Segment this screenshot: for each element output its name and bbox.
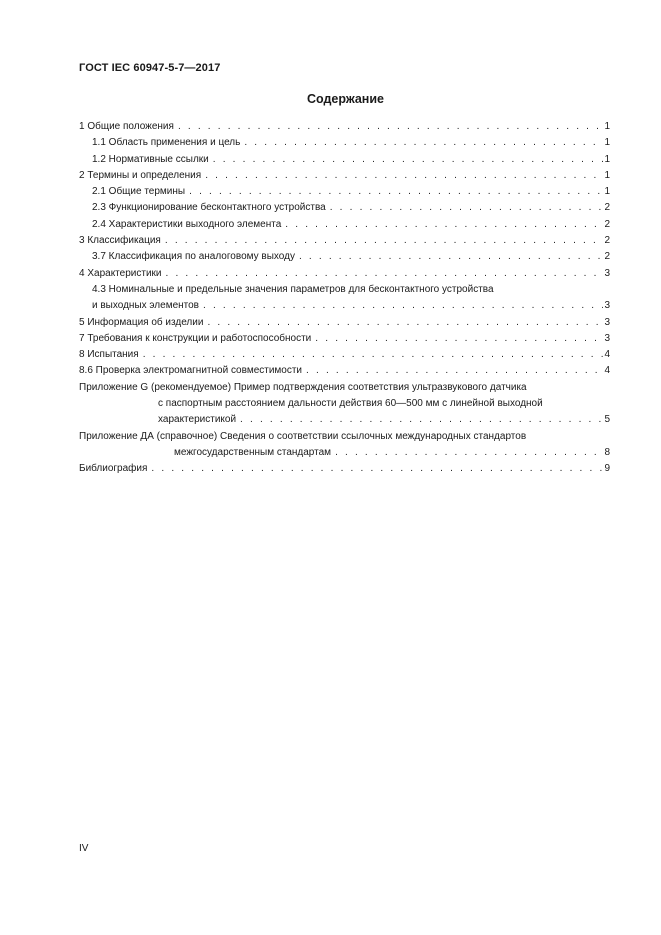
toc-entry[interactable]: [79, 266, 610, 282]
toc-leader-dots: [299, 249, 603, 265]
toc-entry[interactable]: [79, 168, 610, 184]
toc-entry-label: 8 Испытания: [79, 349, 139, 361]
toc-entry-label: 2.1 Общие термины: [92, 186, 186, 198]
toc-entry-label-line: характеристикой: [158, 414, 237, 426]
toc-page-number: 2: [604, 202, 610, 214]
toc-entry-label: 2.3 Функционирование бесконтактного устройства: [92, 202, 326, 214]
toc-entry[interactable]: [79, 200, 610, 216]
toc-entry-label: 2.4 Характеристики выходного элемента: [92, 218, 282, 230]
toc-entry-label-line: с паспортным расстоянием дальности действия 60—500 мм с линейной выходной: [158, 398, 543, 410]
toc-entry[interactable]: [79, 461, 610, 477]
toc-leader-dots: [244, 135, 603, 151]
toc-leader-dots: [207, 315, 603, 331]
toc-page-number: 1: [604, 121, 610, 132]
toc-leader-dots: [213, 152, 604, 168]
toc-entry-label: 4 Характеристики: [79, 267, 162, 279]
toc-entry[interactable]: [79, 380, 610, 429]
toc-entry[interactable]: [79, 152, 610, 168]
toc-entry-label: 7 Требования к конструкции и работоспособности: [79, 332, 312, 344]
toc-page-number: 2: [604, 251, 610, 263]
toc-entry-label-line: и выходных элементов: [92, 300, 199, 312]
toc-page-number: 3: [604, 332, 610, 344]
page-number: IV: [79, 843, 89, 854]
toc-entry[interactable]: [79, 331, 610, 347]
toc-entry[interactable]: [79, 184, 610, 200]
toc-entry-label: 5 Информация об изделии: [79, 316, 204, 328]
table-of-contents: [79, 119, 610, 478]
toc-leader-dots: [151, 461, 603, 477]
toc-entry-label: 1.2 Нормативные ссылки: [92, 153, 209, 165]
toc-page-number: 3: [604, 316, 610, 328]
toc-entry-label-line: Приложение G (рекомендуемое) Пример подтверждения соответствия ультразвукового датчика: [79, 381, 527, 393]
document-code: ГОСТ IEC 60947-5-7—2017: [79, 62, 221, 74]
toc-leader-dots: [203, 298, 603, 314]
toc-entry[interactable]: [79, 315, 610, 331]
toc-entry-label-line: межгосударственным стандартам: [174, 446, 332, 458]
toc-leader-dots: [166, 266, 604, 282]
toc-page-number: 4: [604, 365, 610, 377]
toc-entry[interactable]: [79, 363, 610, 379]
toc-entry[interactable]: [79, 135, 610, 151]
toc-page-number: 2: [604, 235, 610, 247]
toc-page-number: 4: [604, 349, 610, 361]
toc-entry[interactable]: [79, 249, 610, 265]
toc-entry-label: 2 Термины и определения: [79, 169, 202, 181]
toc-entry-label: 8.6 Проверка электромагнитной совместимости: [79, 365, 303, 377]
toc-leader-dots: [178, 119, 604, 135]
toc-entry-label: Библиография: [79, 463, 148, 475]
toc-entry-label: 3 Классификация: [79, 235, 161, 247]
toc-leader-dots: [240, 412, 603, 428]
toc-leader-dots: [189, 184, 603, 200]
toc-page-number: 1: [604, 186, 610, 198]
toc-page-number: 1: [604, 153, 610, 165]
toc-entry[interactable]: [79, 347, 610, 363]
toc-entry-label: 1.1 Область применения и цель: [92, 137, 241, 149]
toc-page-number: 2: [604, 218, 610, 230]
toc-entry-label: 3.7 Классификация по аналоговому выходу: [92, 251, 295, 263]
toc-leader-dots: [306, 363, 603, 379]
toc-entry[interactable]: [79, 233, 610, 249]
toc-leader-dots: [330, 200, 604, 216]
toc-page-number: 5: [604, 414, 610, 426]
toc-title: Содержание: [306, 92, 384, 106]
toc-page-number: 1: [604, 137, 610, 149]
toc-page-number: 1: [604, 169, 610, 181]
toc-leader-dots: [165, 233, 604, 249]
toc-leader-dots: [285, 217, 603, 233]
toc-entry-label: 1 Общие положения: [79, 121, 174, 132]
toc-page-number: 9: [604, 463, 610, 475]
toc-leader-dots: [335, 445, 603, 461]
toc-page-number: 3: [604, 267, 610, 279]
toc-entry-label-line: 4.3 Номинальные и предельные значения параметров для бесконтактного устройства: [92, 283, 494, 295]
toc-entry-label-line: Приложение ДА (справочное) Сведения о соответствии ссылочных международных стандартов: [79, 430, 527, 442]
toc-entry[interactable]: [79, 119, 610, 135]
toc-leader-dots: [205, 168, 603, 184]
toc-leader-dots: [315, 331, 603, 347]
toc-entry[interactable]: [79, 217, 610, 233]
toc-entry[interactable]: [79, 429, 610, 462]
toc-page-number: 3: [604, 300, 610, 312]
toc-leader-dots: [143, 347, 604, 363]
toc-page-number: 8: [604, 446, 610, 458]
toc-entry[interactable]: [79, 282, 610, 315]
